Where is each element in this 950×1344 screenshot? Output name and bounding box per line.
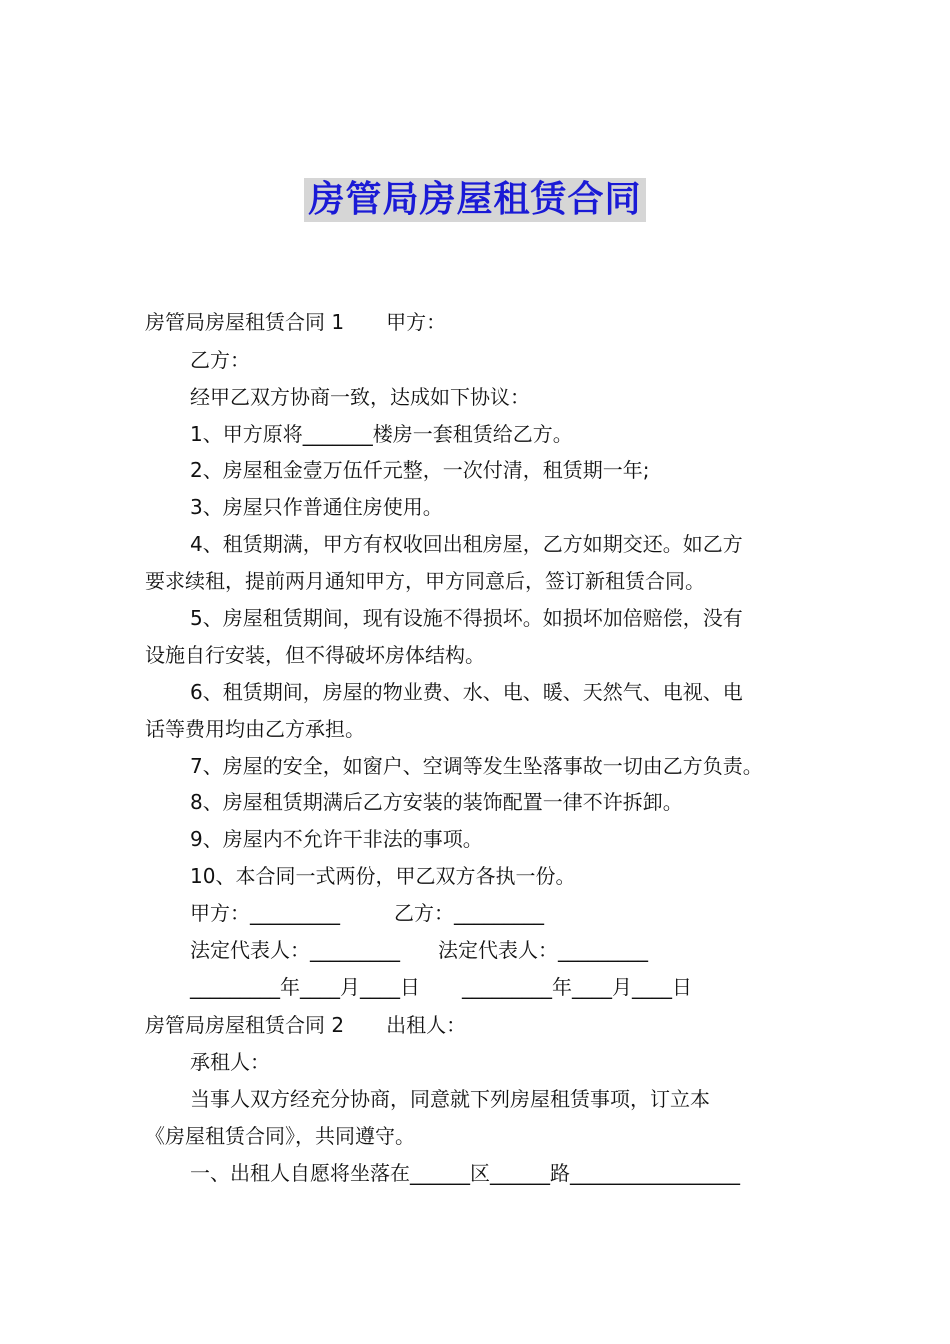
article-1: 一、出租人自愿将坐落在______区______路_________________: [190, 1161, 740, 1185]
section-heading-1: [145, 308, 825, 336]
title-container: [0, 178, 950, 222]
clause-4-cont: 要求续租，提前两月通知甲方，甲方同意后，签订新租赁合同。: [145, 569, 705, 593]
clause-9: 9、房屋内不允许干非法的事项。: [190, 827, 483, 851]
signature-dates: [190, 973, 830, 1001]
clause-5: 5、房屋租赁期间，现有设施不得损坏。如损坏加倍赔偿，没有: [190, 606, 743, 630]
party-b-signature: 乙方：_________: [394, 901, 544, 925]
clause-3: 3、房屋只作普通住房使用。: [190, 495, 443, 519]
clause-5-cont: 设施自行安装，但不得破坏房体结构。: [145, 643, 485, 667]
section-heading-2: [145, 1011, 825, 1039]
lessee-line: 承租人：: [190, 1050, 270, 1074]
clause-8: 8、房屋租赁期满后乙方安装的装饰配置一律不许拆卸。: [190, 790, 683, 814]
clause-7: 7、房屋的安全，如窗户、空调等发生坠落事故一切由乙方负责。: [190, 754, 763, 778]
party-b-date: _________年____月____日: [462, 975, 692, 999]
clause-2: 2、房屋租金壹万伍仟元整，一次付清，租赁期一年;: [190, 458, 650, 482]
clause-1: 1、甲方原将_______楼房一套租赁给乙方。: [190, 422, 573, 446]
party-a-representative: 法定代表人：_________: [190, 938, 400, 962]
contract-preamble: 当事人双方经充分协商，同意就下列房屋租赁事项，订立本: [190, 1087, 710, 1111]
party-a-signature: 甲方：_________: [190, 901, 340, 925]
signature-representatives: [190, 936, 830, 964]
clause-10: 10、本合同一式两份，甲乙双方各执一份。: [190, 864, 576, 888]
signature-parties: [190, 899, 830, 927]
clause-4: 4、租赁期满，甲方有权收回出租房屋，乙方如期交还。如乙方: [190, 532, 743, 556]
section-title: 房管局房屋租赁合同 1: [145, 310, 345, 334]
contract-preamble-cont: 《房屋租赁合同》，共同遵守。: [145, 1124, 415, 1148]
clause-6: 6、租赁期间，房屋的物业费、水、电、暖、天然气、电视、电: [190, 680, 743, 704]
agreement-intro: 经甲乙双方协商一致，达成如下协议：: [190, 385, 530, 409]
lessor-label: 出租人：: [386, 1013, 467, 1037]
party-a-label: 甲方：: [386, 310, 447, 334]
document-title: 房管局房屋租赁合同: [304, 178, 645, 222]
section-title: 房管局房屋租赁合同 2: [145, 1013, 345, 1037]
party-b-representative: 法定代表人：_________: [438, 938, 648, 962]
clause-6-cont: 话等费用均由乙方承担。: [145, 717, 365, 741]
party-a-date: _________年____月____日: [190, 975, 420, 999]
party-b-line: 乙方：: [190, 348, 250, 372]
